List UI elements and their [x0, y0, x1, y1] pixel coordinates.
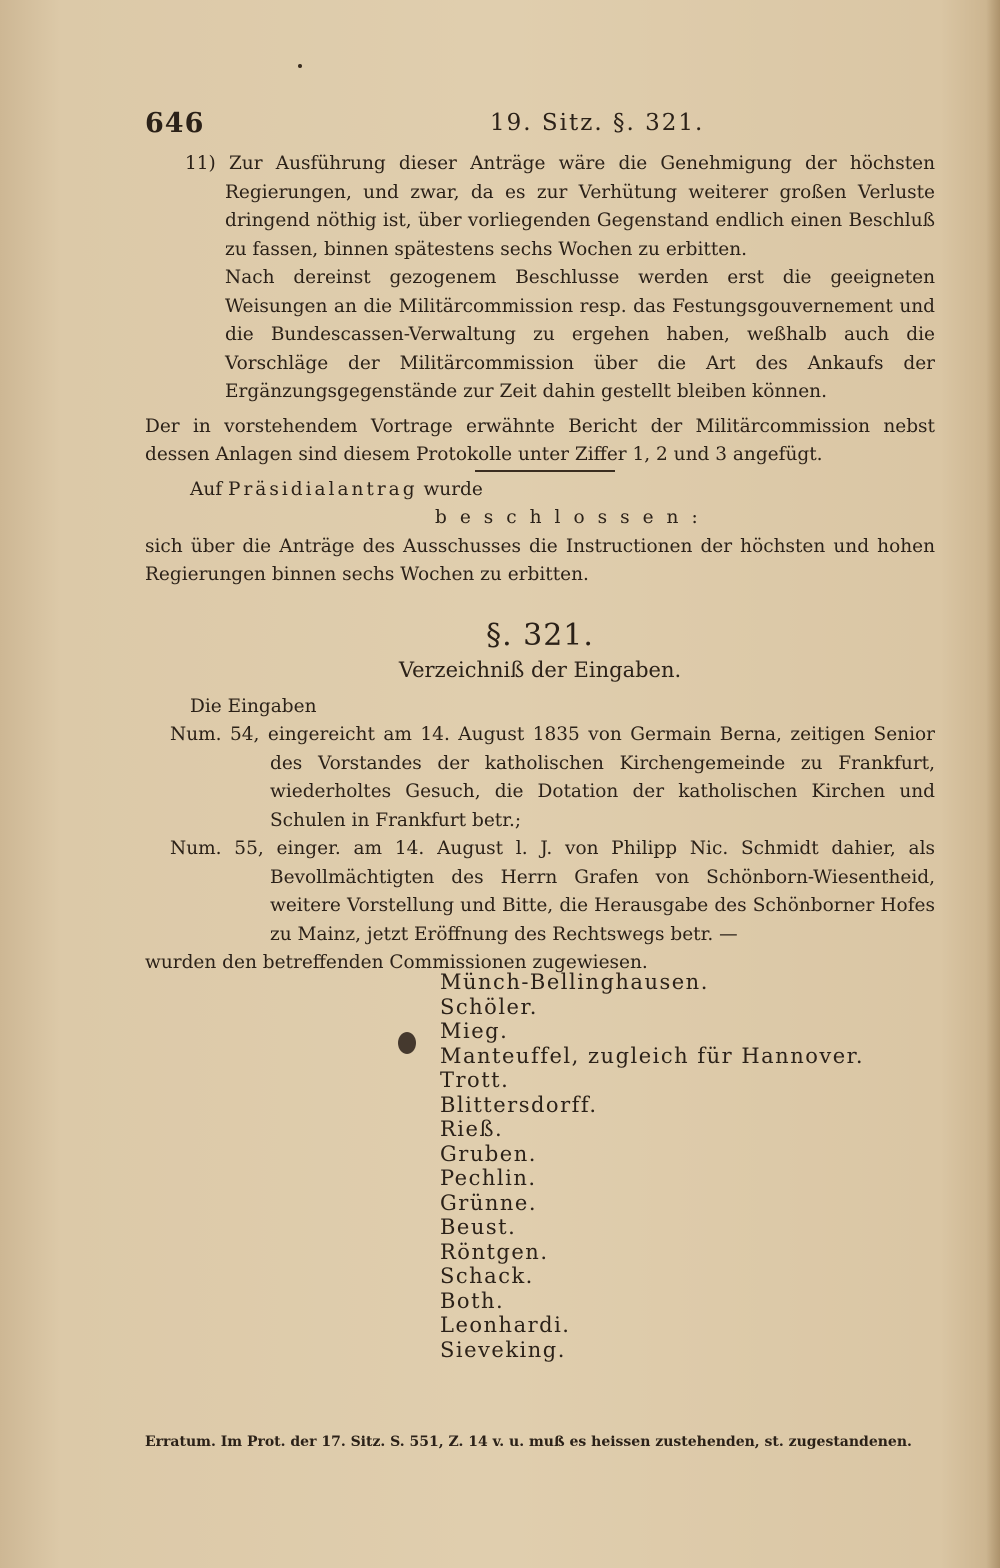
signature-line: Schöler.: [440, 994, 538, 1019]
signature-line: Rieß.: [440, 1117, 504, 1141]
section-heading: §. 321.: [486, 617, 594, 653]
signature-line: Leonhardi.: [440, 1313, 571, 1337]
page-header: [145, 108, 935, 144]
signature-line: Mieg.: [440, 1019, 509, 1043]
signature-line: Manteuffel, zugleich für Hannover.: [440, 1043, 865, 1068]
signature-line: Sieveking.: [440, 1337, 566, 1362]
section-closing: wurden den betreffenden Commissionen zugewiesen.: [145, 952, 648, 973]
section-subtitle: Verzeichniß der Eingaben.: [398, 658, 682, 682]
motion-suffix: wurde: [423, 478, 483, 500]
signature-line: Pechlin.: [440, 1166, 537, 1190]
ink-blot: [398, 1032, 416, 1054]
page-body: [145, 150, 935, 978]
resolved-word: beschlossen:: [435, 507, 711, 528]
entry-num-55: Num. 55, einger. am 14. August l. J. von Philipp Nic. Schmidt dahier, als Bevollmächtigten des Herrn Grafen von Schönborn-Wiesentheid, weitere Vorstellung und Bitte, die Herausgabe des Schönborner Hofes zu Mainz, jetzt Eröffnung des Rechtswegs betr. —: [170, 838, 935, 945]
motion-prefix: Auf: [190, 478, 223, 500]
signature-line: Gruben.: [440, 1141, 537, 1166]
signature-line: Both.: [440, 1288, 505, 1313]
signature-list: [440, 970, 864, 1362]
running-head: 19. Sitz. §. 321.: [490, 110, 705, 136]
paragraph-resolution: sich über die Anträge des Ausschusses die Instructionen der höchsten und hohen Regierungen binnen sechs Wochen zu erbitten.: [145, 535, 935, 585]
motion-word: Präsidialantrag: [228, 478, 418, 500]
paper-speck: [298, 64, 302, 68]
signature-line: Trott.: [440, 1068, 510, 1092]
section-intro: Die Eingaben: [190, 695, 317, 717]
signature-line: Blittersdorff.: [440, 1092, 598, 1117]
signature-line: Münch-Bellinghausen.: [440, 970, 709, 994]
erratum-note: Erratum. Im Prot. der 17. Sitz. S. 551, Z. 14 v. u. muß es heissen zustehenden, st. zugestandenen.: [145, 1434, 912, 1450]
signature-line: Schack.: [440, 1264, 534, 1288]
signature-line: Beust.: [440, 1215, 517, 1239]
paragraph-nach: Nach dereinst gezogenem Beschlusse werden erst die geeigneten Weisungen an die Militärcommission resp. das Festungsgouvernement und die Bundescassen-Verwaltung zu ergehen haben, weßhalb auch die Vorschläge der Militärcommission über die Art des Ankaufs der Ergänzungsgegenstände zur Zeit dahin gestellt bleiben können.: [225, 267, 935, 402]
paragraph-report: Der in vorstehendem Vortrage erwähnte Bericht der Militärcommission nebst dessen Anlagen sind diesem Protokolle unter Ziffer 1, 2 und 3 angefügt.: [145, 415, 935, 465]
separator-rule: [475, 470, 615, 472]
page-edge-shadow: [986, 0, 1000, 1568]
page-number: 646: [145, 108, 205, 139]
paragraph-motion: [190, 476, 935, 505]
signature-line: Grünne.: [440, 1190, 537, 1215]
entry-num-54: Num. 54, eingereicht am 14. August 1835 von Germain Berna, zeitigen Senior des Vorstandes der katholischen Kirchengemeinde zu Frankfurt, wiederholtes Gesuch, die Dotation der katholischen Kirchen und Schulen in Frankfurt betr.;: [170, 724, 935, 831]
signature-line: Röntgen.: [440, 1239, 549, 1264]
paragraph-item-11: 11) Zur Ausführung dieser Anträge wäre die Genehmigung der höchsten Regierungen, und zwar, da es zur Verhütung weiterer großen Verluste dringend nöthig ist, über vorliegenden Gegenstand endlich einen Beschluß zu fassen, binnen spätestens sechs Wochen zu erbitten.: [185, 153, 935, 260]
